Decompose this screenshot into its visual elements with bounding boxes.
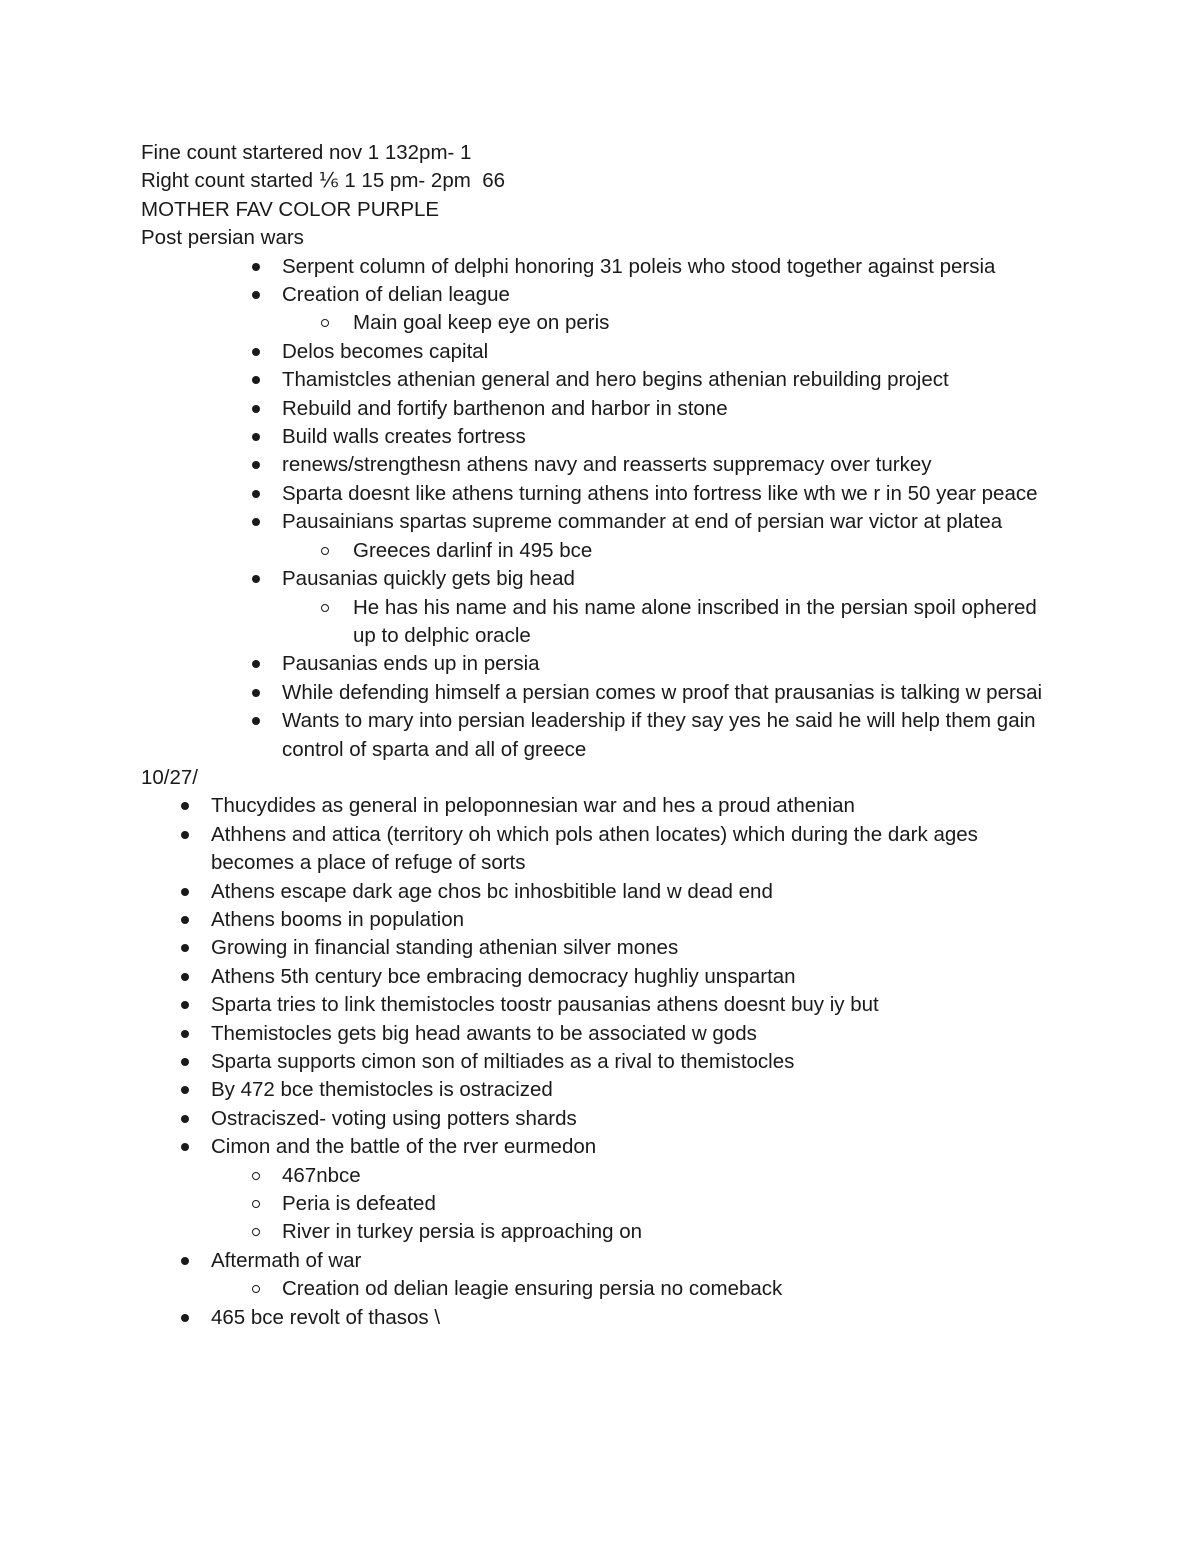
sub-list-item: Creation od delian leagie ensuring persia no comeback bbox=[141, 1275, 1061, 1303]
document-body bbox=[141, 139, 1061, 1332]
list-item: By 472 bce themistocles is ostracized bbox=[141, 1076, 1061, 1104]
bullet-icon bbox=[181, 1314, 189, 1322]
bullet-icon bbox=[252, 717, 260, 725]
bullet-icon bbox=[252, 405, 260, 413]
list-item: Thucydides as general in peloponnesian war and hes a proud athenian bbox=[141, 792, 1061, 820]
bullet-icon bbox=[181, 1030, 189, 1038]
hollow-bullet-icon bbox=[252, 1200, 260, 1208]
section2-sublist bbox=[141, 1275, 1061, 1303]
bullet-icon bbox=[181, 1001, 189, 1009]
bullet-icon bbox=[252, 348, 260, 356]
bullet-icon bbox=[181, 1058, 189, 1066]
bullet-icon bbox=[181, 1257, 189, 1265]
list-item: 465 bce revolt of thasos \ bbox=[141, 1304, 1061, 1332]
list-item: Creation of delian league bbox=[141, 281, 1061, 309]
bullet-icon bbox=[181, 831, 189, 839]
list-item: Aftermath of war bbox=[141, 1247, 1061, 1275]
note-line-2: Right count started ⅙ 1 15 pm- 2pm 66 bbox=[141, 169, 505, 193]
bullet-icon bbox=[181, 916, 189, 924]
hollow-bullet-icon bbox=[252, 1285, 260, 1293]
list-item: While defending himself a persian comes w proof that prausanias is talking w persai bbox=[141, 679, 1061, 707]
list-item: Cimon and the battle of the rver eurmedon bbox=[141, 1133, 1061, 1161]
bullet-icon bbox=[181, 944, 189, 952]
sub-list-item: Peria is defeated bbox=[141, 1190, 1061, 1218]
list-item: Pausanias quickly gets big head bbox=[141, 565, 1061, 593]
bullet-icon bbox=[181, 802, 189, 810]
sub-list-item: He has his name and his name alone inscribed in the persian spoil ophered up to delphic oracle bbox=[141, 594, 1061, 651]
bullet-icon bbox=[252, 660, 260, 668]
section1-sublist bbox=[141, 594, 1061, 651]
list-item: Serpent column of delphi honoring 31 poleis who stood together against persia bbox=[141, 253, 1061, 281]
hollow-bullet-icon bbox=[321, 604, 329, 612]
bullet-icon bbox=[181, 1115, 189, 1123]
list-item: Athhens and attica (territory oh which pols athen locates) which during the dark ages becomes a place of refuge of sorts bbox=[141, 821, 1061, 878]
bullet-icon bbox=[252, 461, 260, 469]
section-title-post-persian-wars: Post persian wars bbox=[141, 226, 304, 250]
list-item: Ostraciszed- voting using potters shards bbox=[141, 1105, 1061, 1133]
bullet-icon bbox=[181, 1143, 189, 1151]
bullet-icon bbox=[252, 433, 260, 441]
bullet-icon bbox=[252, 376, 260, 384]
section1-list bbox=[141, 253, 1061, 310]
sub-list-item: River in turkey persia is approaching on bbox=[141, 1218, 1061, 1246]
note-line-1: Fine count startered nov 1 132pm- 1 bbox=[141, 141, 472, 164]
list-item: Pausanias ends up in persia bbox=[141, 650, 1061, 678]
bullet-icon bbox=[252, 689, 260, 697]
list-item: Athens escape dark age chos bc inhosbitible land w dead end bbox=[141, 878, 1061, 906]
list-item: Thamistcles athenian general and hero begins athenian rebuilding project bbox=[141, 366, 1061, 394]
sub-list-item: 467nbce bbox=[141, 1162, 1061, 1190]
list-item: Sparta doesnt like athens turning athens into fortress like wth we r in 50 year peace bbox=[141, 480, 1061, 508]
bullet-icon bbox=[181, 973, 189, 981]
list-item: Sparta supports cimon son of miltiades as a rival to themistocles bbox=[141, 1048, 1061, 1076]
section1-sublist bbox=[141, 537, 1061, 565]
list-item: Athens 5th century bce embracing democracy hughliy unspartan bbox=[141, 963, 1061, 991]
bullet-icon bbox=[181, 1086, 189, 1094]
list-item: renews/strengthesn athens navy and reasserts suppremacy over turkey bbox=[141, 451, 1061, 479]
section-title-date: 10/27/ bbox=[141, 765, 198, 789]
bullet-icon bbox=[252, 291, 260, 299]
hollow-bullet-icon bbox=[252, 1172, 260, 1180]
bullet-icon bbox=[252, 575, 260, 583]
note-line-3: MOTHER FAV COLOR PURPLE bbox=[141, 197, 440, 221]
hollow-bullet-icon bbox=[321, 319, 329, 327]
list-item: Sparta tries to link themistocles toostr pausanias athens doesnt buy iy but bbox=[141, 991, 1061, 1019]
list-item: Pausainians spartas supreme commander at end of persian war victor at platea bbox=[141, 508, 1061, 536]
bullet-icon bbox=[252, 263, 260, 271]
section2-list bbox=[141, 1304, 1061, 1332]
list-item: Rebuild and fortify barthenon and harbor in stone bbox=[141, 395, 1061, 423]
hollow-bullet-icon bbox=[321, 547, 329, 555]
list-item: Delos becomes capital bbox=[141, 338, 1061, 366]
list-item: Build walls creates fortress bbox=[141, 423, 1061, 451]
section2-sublist bbox=[141, 1162, 1061, 1247]
bullet-icon bbox=[252, 518, 260, 526]
list-item: Wants to mary into persian leadership if they say yes he said he will help them gain control of sparta and all of greece bbox=[141, 707, 1061, 764]
list-item: Athens booms in population bbox=[141, 906, 1061, 934]
hollow-bullet-icon bbox=[252, 1228, 260, 1236]
bullet-icon bbox=[252, 490, 260, 498]
bullet-icon bbox=[181, 888, 189, 896]
sub-list-item: Main goal keep eye on peris bbox=[141, 309, 1061, 337]
section1-list bbox=[141, 338, 1061, 537]
sub-list-item: Greeces darlinf in 495 bce bbox=[141, 537, 1061, 565]
list-item: Themistocles gets big head awants to be associated w gods bbox=[141, 1020, 1061, 1048]
section2-list bbox=[141, 792, 1061, 1161]
list-item: Growing in financial standing athenian silver mones bbox=[141, 934, 1061, 962]
section2-list bbox=[141, 1247, 1061, 1275]
section1-list bbox=[141, 650, 1061, 764]
section1-sublist bbox=[141, 309, 1061, 337]
section1-list bbox=[141, 565, 1061, 593]
